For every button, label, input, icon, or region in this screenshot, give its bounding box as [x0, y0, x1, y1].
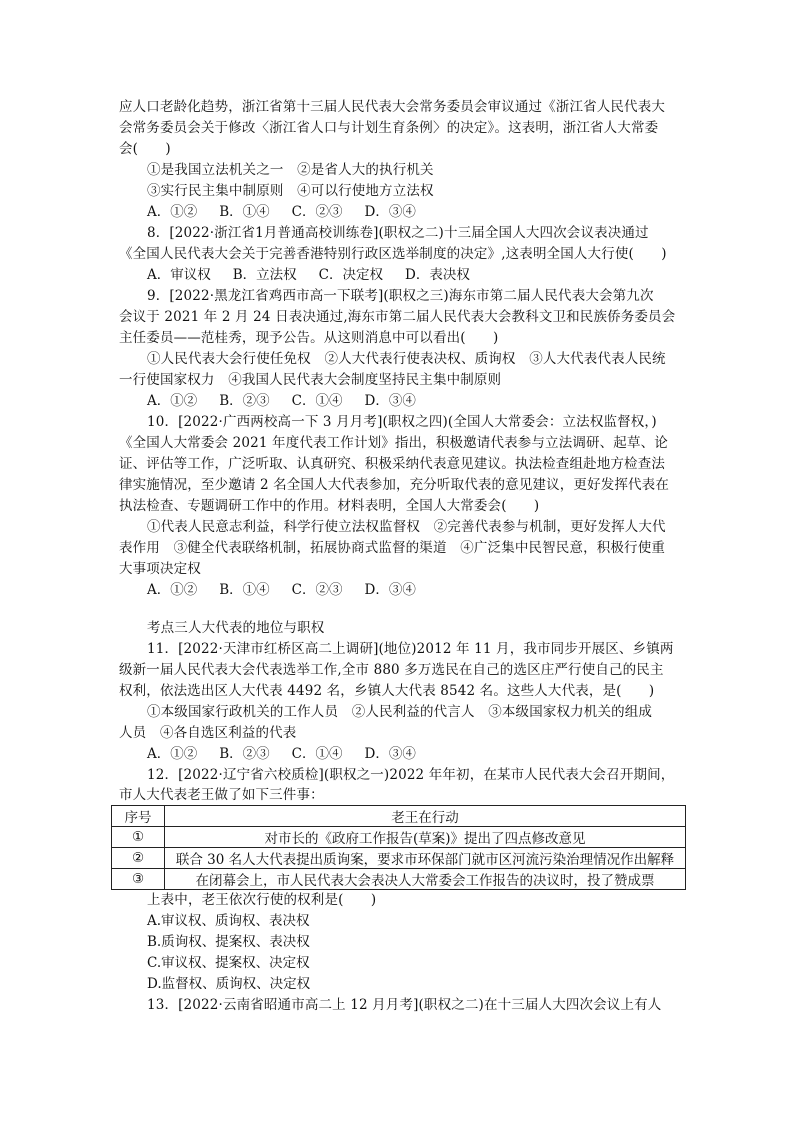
option-b: B．立法权 — [232, 267, 297, 283]
text-line: ①人民代表大会行使任免权 ②人大代表行使表决权、质询权 ③人大代表代表人民统 — [147, 351, 666, 367]
section-heading: 考点三人大代表的地位与职权 — [147, 620, 325, 636]
options-q7 — [147, 202, 438, 222]
text-line: 级新一届人民代表大会代表选举工作,全市 880 多万选民在自己的选区庄严行使自己的民主 — [119, 662, 664, 678]
text-line: 证、评估等工作，广泛听取、认真研究、积极采纳代表意见建议。执法检查组赴地方检查法 — [119, 456, 665, 472]
option-d: D.监督权、质询权、决定权 — [147, 976, 311, 992]
option-c: C．决定权 — [318, 267, 384, 283]
option-c: C．①④ — [291, 393, 343, 409]
table-row — [112, 869, 686, 890]
options-q11 — [147, 744, 438, 764]
text-line: ③实行民主集中制原则 ④可以行使地方立法权 — [147, 183, 434, 199]
option-c: C．②③ — [291, 204, 343, 220]
text-line: ①代表人民意志利益，科学行使立法权监督权 ②完善代表参与机制，更好发挥人大代 — [147, 519, 666, 535]
option-c: C．②③ — [291, 582, 343, 598]
table-header: 老王在行动 — [165, 806, 686, 827]
text-line: 《全国人民代表大会关于完善香港特别行政区选举制度的决定》,这表明全国人大行使( ) — [119, 246, 667, 262]
option-b: B．①④ — [219, 582, 270, 598]
option-c: C.审议权、提案权、决定权 — [147, 955, 310, 971]
text-line: ①是我国立法机关之一 ②是省人大的执行机关 — [147, 162, 434, 178]
option-a: A．①② — [147, 393, 198, 409]
options-q10 — [147, 580, 438, 600]
table-row — [112, 827, 686, 848]
question-10-stem: 10．[2022·广西两校高一下 3 月月考](职权之四)(全国人大常委会：立法权监督权，) — [147, 414, 657, 430]
options-q8 — [147, 265, 492, 285]
option-b: B．①④ — [219, 204, 270, 220]
option-b: B．②③ — [219, 393, 270, 409]
options-q9 — [147, 391, 438, 411]
text-line: 《全国人大常委会 2021 年度代表工作计划》指出，积极邀请代表参与立法调研、起草、论 — [119, 435, 668, 451]
table-cell: 联合 30 名人大代表提出质询案，要求市环保部门就市区河流污染治理情况作出解释 — [165, 848, 686, 869]
option-d: D．③④ — [364, 746, 416, 762]
option-d: D．③④ — [364, 393, 416, 409]
text-line: ①本级国家行政机关的工作人员 ②人民利益的代言人 ③本级国家权力机关的组成 — [147, 704, 653, 720]
option-a: A．①② — [147, 204, 198, 220]
text-line: 会议于 2021 年 2 月 24 日表决通过,海东市第二届人民代表大会教科文卫和民族侨务委员会 — [119, 309, 676, 325]
text-line: 大事项决定权 — [119, 561, 201, 577]
option-d: D．表决权 — [405, 267, 470, 283]
option-a: A．①② — [147, 746, 198, 762]
text-line: 人员 ④各自选区利益的代表 — [119, 725, 297, 741]
text-line: 执法检查、专题调研工作中的作用。材料表明，全国人大常委会( ) — [119, 498, 540, 514]
option-a: A．①② — [147, 582, 198, 598]
text-line: 上表中，老王依次行使的权利是( ) — [147, 892, 377, 908]
table-cell: ③ — [112, 869, 165, 890]
option-a: A.审议权、质询权、表决权 — [147, 913, 310, 929]
question-11-stem: 11．[2022·天津市红桥区高二上调研](地位)2012 年 11 月，我市同步开展区、乡镇两 — [147, 641, 674, 657]
text-line: 应人口老龄化趋势，浙江省第十三届人民代表大会常务委员会审议通过《浙江省人民代表大 — [119, 99, 665, 115]
table-cell: 对市长的《政府工作报告(草案)》提出了四点修改意见 — [165, 827, 686, 848]
table-cell: ① — [112, 827, 165, 848]
option-d: D．③④ — [364, 582, 416, 598]
option-a: A．审议权 — [147, 267, 211, 283]
table-header-row — [112, 806, 686, 827]
table-cell: 在闭幕会上，市人民代表大会表决人大常委会工作报告的决议时，投了赞成票 — [165, 869, 686, 890]
option-b: B.质询权、提案权、表决权 — [147, 934, 310, 950]
option-b: B．②③ — [219, 746, 270, 762]
text-line: 律实施情况，至少邀请 2 名全国人大代表参加，充分听取代表的意见建议，更好发挥代表在 — [119, 477, 669, 493]
option-d: D．③④ — [364, 204, 416, 220]
option-c: C．①④ — [291, 746, 343, 762]
text-line: 表作用 ③健全代表联络机制，拓展协商式监督的渠道 ④广泛集中民智民意，积极行使重 — [119, 540, 665, 556]
question-9-stem: 9．[2022·黑龙江省鸡西市高一下联考](职权之三)海东市第二届人民代表大会第九次 — [147, 288, 654, 304]
text-line: 会( ) — [119, 141, 171, 157]
actions-table — [111, 805, 686, 890]
question-12-stem: 12．[2022·辽宁省六校质检](职权之一)2022 年年初，在某市人民代表大会召开期间， — [147, 767, 675, 783]
table-cell: ② — [112, 848, 165, 869]
text-line: 会常务委员会关于修改〈浙江省人口与计划生育条例〉的决定》。这表明，浙江省人大常委 — [119, 120, 659, 136]
text-line: 权利，依法选出区人大代表 4492 名，乡镇人大代表 8542 名。这些人大代表，是( ) — [119, 683, 655, 699]
table-header: 序号 — [112, 806, 165, 827]
text-line: 市人大代表老王做了如下三件事： — [119, 787, 324, 803]
question-8-stem: 8．[2022·浙江省1月普通高校训练卷](职权之二)十三届全国人大四次会议表决通过 — [147, 225, 649, 241]
table-row — [112, 848, 686, 869]
question-13-stem: 13．[2022·云南省昭通市高二上 12 月月考](职权之二)在十三届人大四次会议上有人 — [147, 997, 662, 1013]
text-line: 一行使国家权力 ④我国人民代表大会制度坚持民主集中制原则 — [119, 372, 502, 388]
text-line: 主任委员——范桂秀，现予公告。从这则消息中可以看出( ) — [119, 330, 499, 346]
